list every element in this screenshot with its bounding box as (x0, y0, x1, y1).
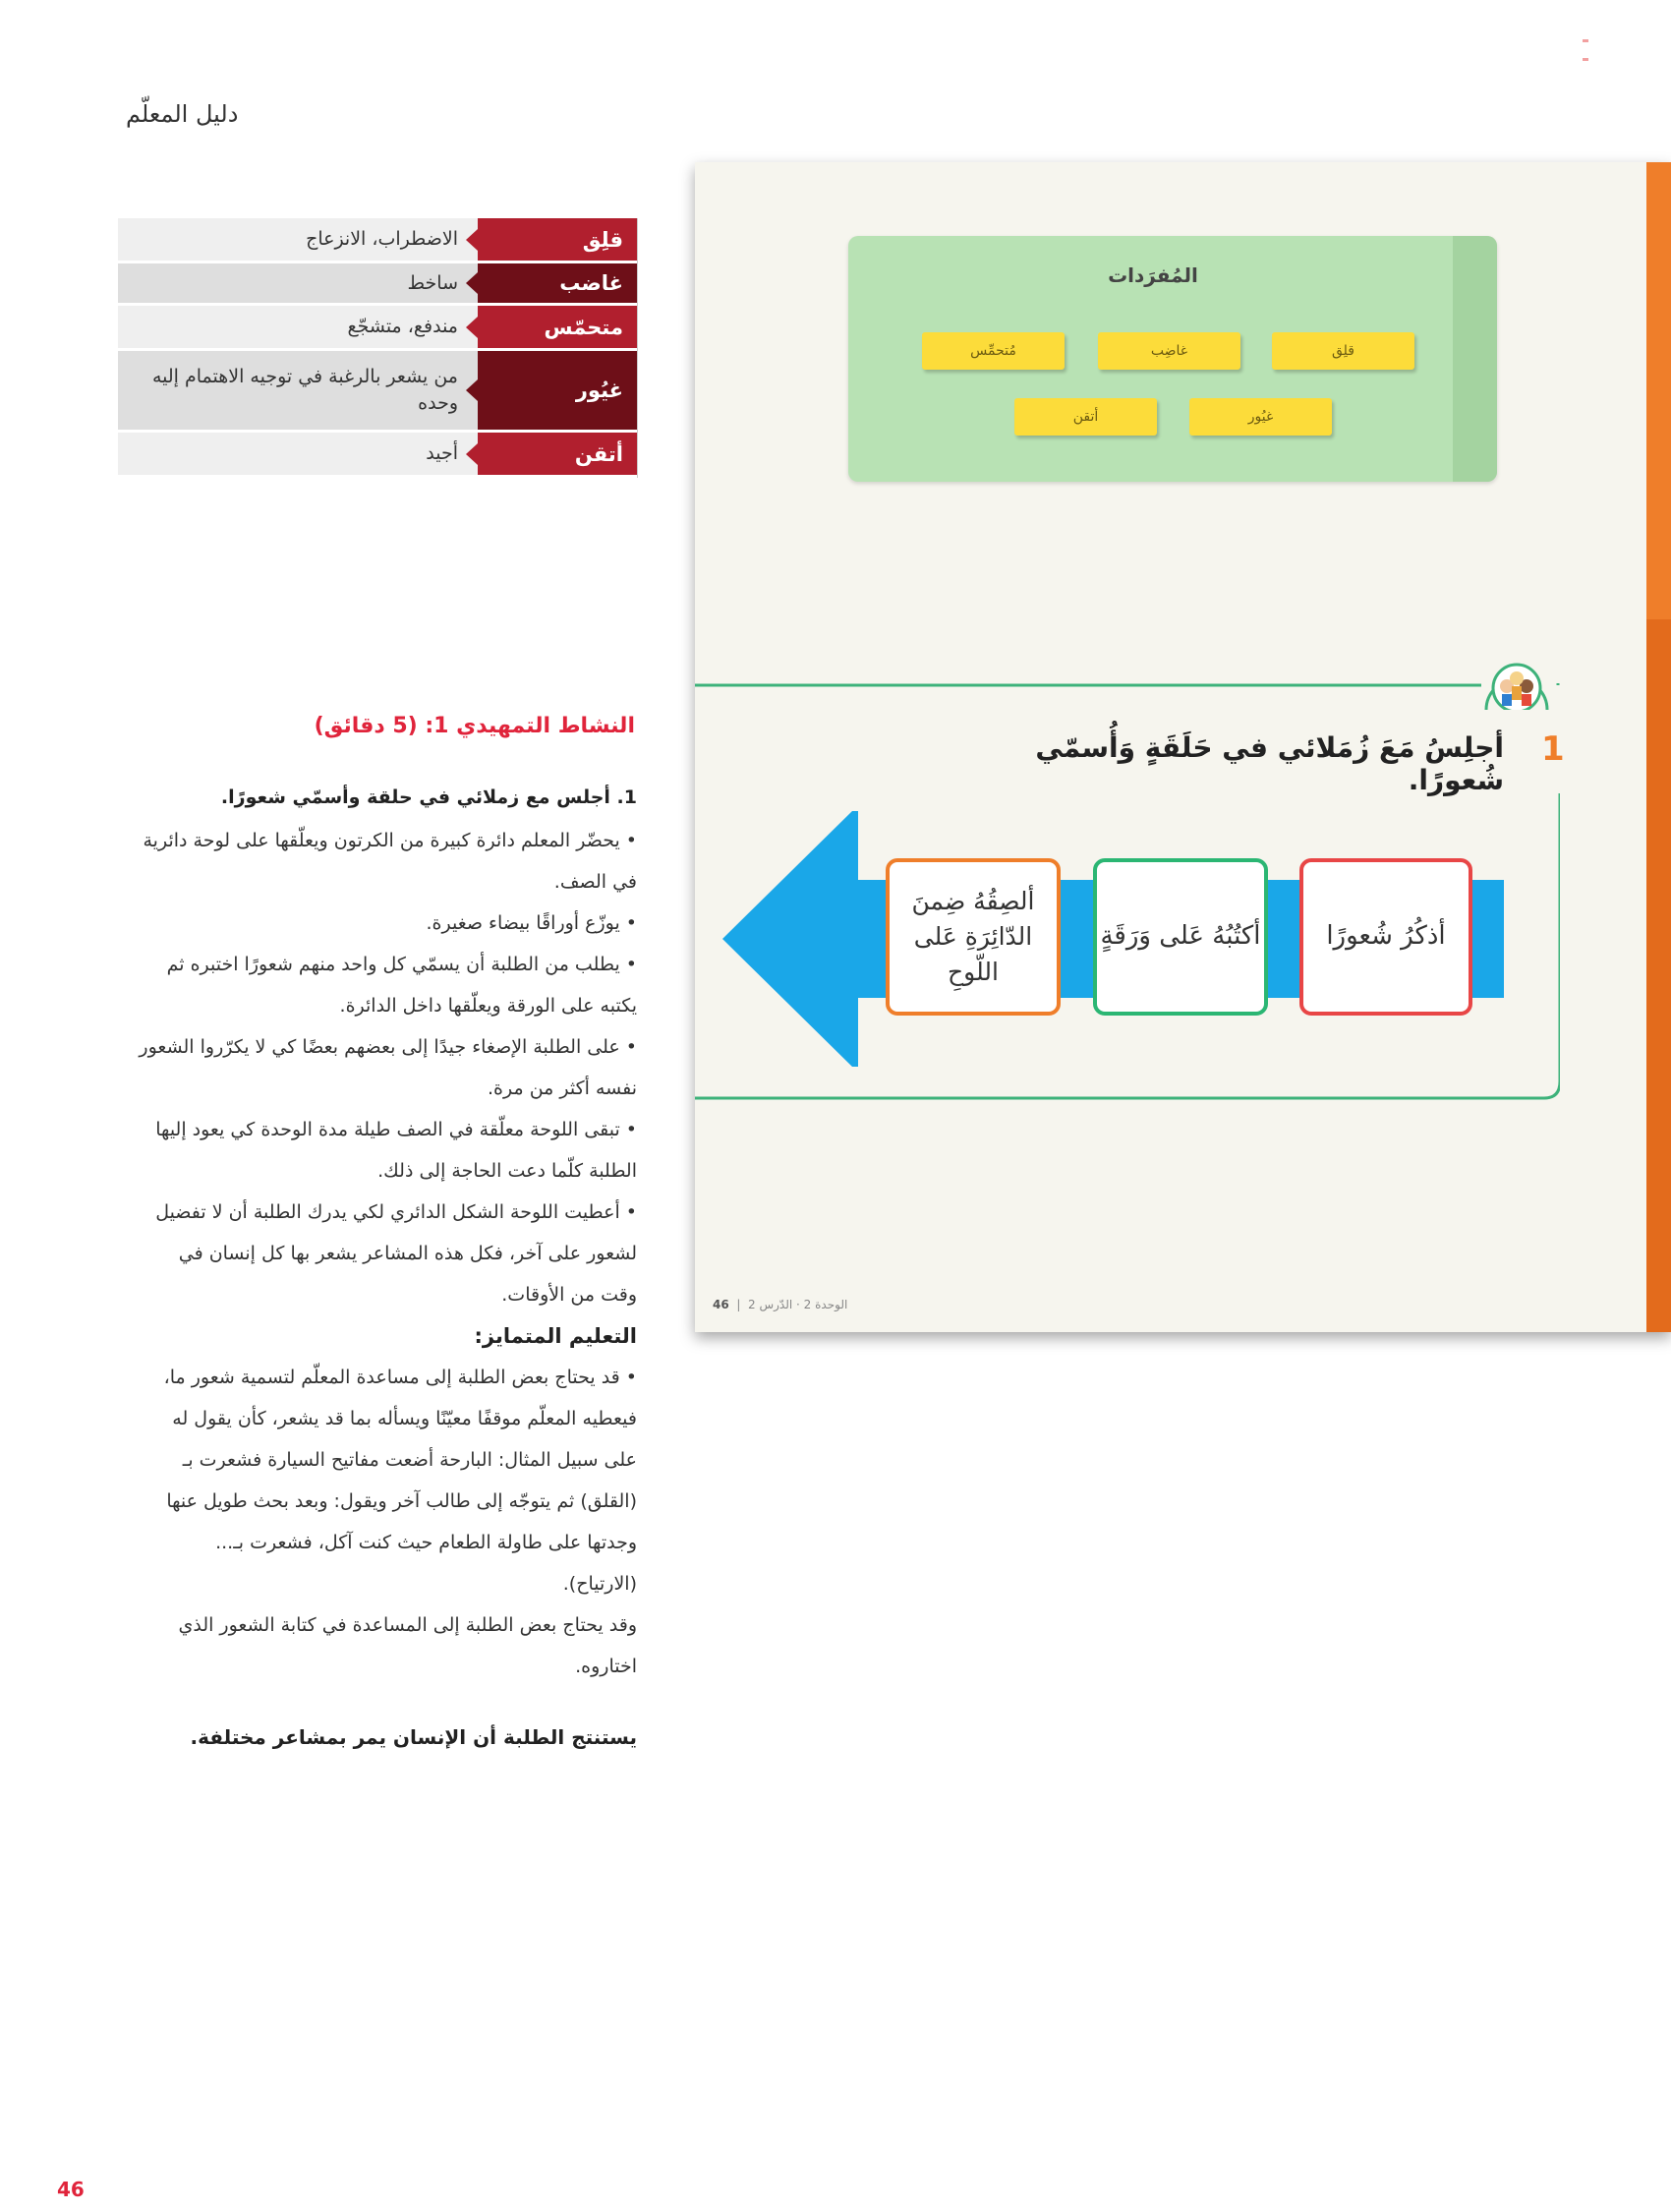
differentiated-heading: التعليم المتمايز: (474, 1324, 637, 1348)
vocab-word: غيُور (478, 351, 637, 430)
differentiated-bullet: • قد يحتاج بعض الطلبة إلى مساعدة المعلّم لتسمية شعور ما، فيعطيه المعلّم موقفًا معيّنًا ويسأله بما قد يشعر، كأن يقول له على سبيل المثال: البارحة أضعت مفاتيح السيارة فشعرت بـ (القلق) ثم يتوجّه إلى طالب آخر ويقول: وبعد بحث طويل عنها وجدتها على طاولة الطعام حيث كنت آكل، فشعرت بـ... (الارتياح). (163, 1367, 637, 1595)
step-box-2: أكتُبُهُ عَلى وَرَقَةٍ (1093, 858, 1268, 1016)
group-children-icon (1482, 649, 1551, 710)
vocab-row (118, 218, 637, 261)
bullet-item: • يطلب من الطلبة أن يسمّي كل واحد منهم شعورًا اختبره ثم يكتبه على الورقة ويعلّقها داخل الدائرة. (166, 954, 637, 1017)
vocab-card: غيُور (1189, 398, 1332, 436)
teacher-notes-body (138, 777, 637, 1687)
page-edge-strip-dark (1646, 619, 1671, 1332)
vocabulary-table (118, 218, 638, 478)
page-number: 46 (57, 2178, 85, 2201)
guide-title: دليل المعلّم (126, 100, 239, 128)
vocab-card: أتقن (1014, 398, 1157, 436)
differentiated-note: وقد يحتاج بعض الطلبة إلى المساعدة في كتابة الشعور الذي اختاروه. (178, 1614, 637, 1677)
vocabulary-box-edge (1453, 236, 1497, 482)
vocab-word: متحمّس (478, 306, 637, 348)
vocab-word: أتقن (478, 433, 637, 475)
activity-title: أجلِسُ مَعَ زُمَلائي في حَلَقَةٍ وَأُسمّي شُعورًا. (1035, 731, 1504, 796)
vocab-row (118, 433, 637, 475)
vocab-meaning: ساخط (118, 263, 478, 303)
vocab-meaning: الاضطراب، الانزعاج (118, 218, 478, 261)
vocab-card: غاضِب (1098, 332, 1240, 370)
vocab-row (118, 306, 637, 348)
intro-activity-heading: النشاط التمهيدي 1: (5 دقائق) (314, 714, 635, 738)
vocab-meaning: أجيد (118, 433, 478, 475)
conclusion-text: يستنتج الطلبة أن الإنسان يمر بمشاعر مختلفة. (190, 1725, 637, 1749)
student-page-number: 46 (713, 1298, 729, 1311)
step-box-1: أذكُرُ شُعورًا (1299, 858, 1472, 1016)
bullet-item: • أعطيت اللوحة الشكل الدائري لكي يدرك الطلبة أن لا تفضيل لشعور على آخر، فكل هذه المشاعر يشعر بها كل إنسان في وقت من الأوقات. (155, 1201, 637, 1306)
student-page-footer-text: الوحدة 2 · الدّرس 2 (748, 1298, 848, 1311)
activity-question: 1. أجلس مع زملائي في حلقة وأسمّي شعورًا. (220, 786, 637, 808)
bullet-item: • على الطلبة الإصغاء جيدًا إلى بعضهم بعضًا كي لا يكرّروا الشعور نفسه أكثر من مرة. (139, 1036, 637, 1099)
corner-mark (1583, 28, 1600, 31)
vocab-row (118, 263, 637, 303)
bullet-item: • يحضّر المعلم دائرة كبيرة من الكرتون ويعلّقها على لوحة دائرية في الصف. (143, 830, 637, 893)
vocabulary-heading: المُفرَدات (1108, 263, 1198, 287)
vocab-card: مُتحمِّس (922, 332, 1065, 370)
step-box-3: ألصِقُهُ ضِمنَ الدّائِرَةِ عَلى اللّوحِ (886, 858, 1061, 1016)
vocab-card: قلِق (1272, 332, 1414, 370)
vocab-meaning: مندفع، متشجّع (118, 306, 478, 348)
bullet-item: • يوزّع أوراقًا بيضاء صغيرة. (426, 912, 637, 934)
vocab-meaning: من يشعر بالرغبة في توجيه الاهتمام إليه وحده (118, 351, 478, 430)
activity-number: 1 (1541, 729, 1565, 769)
bullet-item: • تبقى اللوحة معلّقة في الصف طيلة مدة الوحدة كي يعود إليها الطلبة كلّما دعت الحاجة إلى ذلك. (155, 1119, 637, 1182)
vocab-word: غاضب (478, 263, 637, 303)
vocab-row (118, 351, 637, 430)
student-page-footer: 46 | الوحدة 2 · الدّرس 2 (713, 1298, 848, 1311)
vocab-word: قلِق (478, 218, 637, 261)
